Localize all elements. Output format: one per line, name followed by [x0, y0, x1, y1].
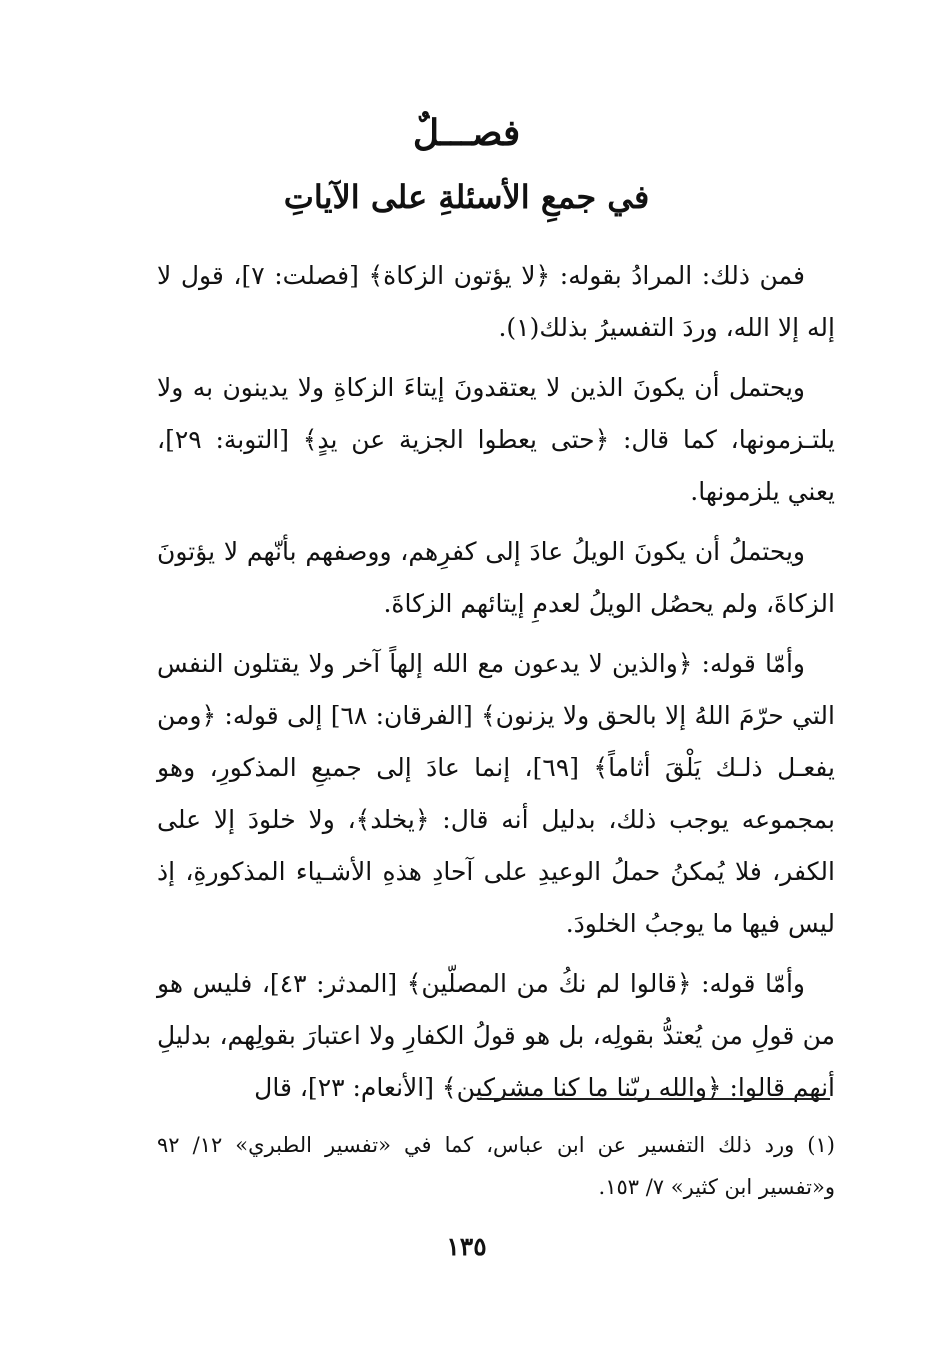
paragraph: [157, 526, 835, 630]
paragraph: [157, 638, 835, 950]
page-number: ١٣٥: [446, 1232, 487, 1261]
paragraph-text: ويحتمل أن يكونَ الذين لا يعتقدونَ إيتاءَ الزكاةِ ولا يدينون به ولا يلتـزمونها، كما قال: ﴿حتى يعطوا الجزية عن يدٍ﴾ [التوبة: ٢٩]، يعني يلزمونها.: [157, 373, 835, 506]
section-title: في جمعِ الأسئلةِ على الآياتِ: [283, 178, 650, 216]
footnote: [157, 1124, 835, 1208]
paragraph: [157, 958, 835, 1114]
footnote-divider: [478, 1098, 830, 1100]
paragraph: [157, 362, 835, 518]
paragraph-text: ويحتملُ أن يكونَ الويلُ عادَ إلى كفرِهم، ووصفهم بأنّهم لا يؤتونَ الزكاةَ، ولم يحصُل الويلُ لعدمِ إيتائهم الزكاةَ.: [157, 537, 835, 618]
body-text: [157, 250, 835, 1122]
paragraph-text: فمن ذلك: المرادُ بقوله: ﴿لا يؤتون الزكاة﴾ [فصلت: ٧]، قول لا إله إلا الله، وردَ التفسيرُ بذلك(١).: [157, 261, 835, 342]
chapter-heading: فصـــلٌ: [412, 112, 521, 154]
paragraph-text: وأمّا قوله: ﴿والذين لا يدعون مع الله إلهاً آخر ولا يقتلون النفس التي حرّمَ اللهُ إلا بالحق ولا يزنون﴾ [الفرقان: ٦٨] إلى قوله: ﴿ومن يفعـل ذلـك يَلْقَ أثاماً﴾ [٦٩]، إنما عادَ إلى جميعِ المذكورِ، وهو بمجموعه يوجب ذلك، بدليل أنه قال: ﴿يخلد﴾، ولا خلودَ إلا على الكفر، فلا يُمكنُ حملُ الوعيدِ على آحادِ هذهِ الأشـياء المذكورةِ، إذ ليس فيها ما يوجبُ الخلودَ.: [157, 649, 835, 938]
footnote-text: (١) ورد ذلك التفسير عن ابن عباس، كما في «تفسير الطبري» ١٢/ ٩٢ و«تفسير ابن كثير» ٧/ ١٥٣.: [157, 1133, 835, 1199]
paragraph-text: وأمّا قوله: ﴿قالوا لم نكُ من المصلّين﴾ [المدثر: ٤٣]، فليس هو من قولِ من يُعتدُّ بقولِه، بل هو قولُ الكفارِ ولا اعتبارَ بقولِهم، بدليلِ أنهم قالوا: ﴿والله ربّنا ما كنا مشركين﴾ [الأنعام: ٢٣]، قال: [157, 969, 835, 1102]
paragraph: [157, 250, 835, 354]
